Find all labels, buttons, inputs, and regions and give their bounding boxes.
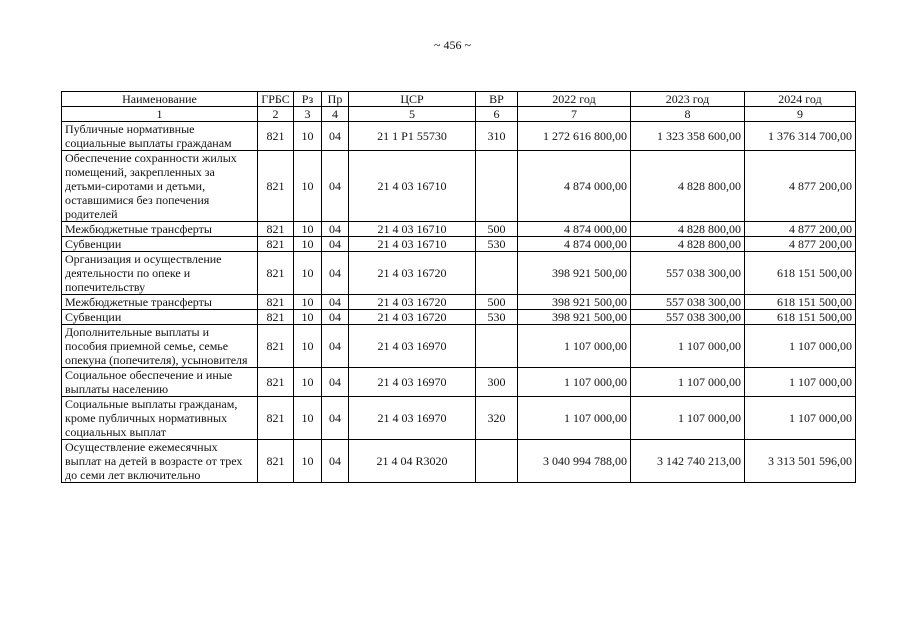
- row-name: Межбюджетные трансферты: [62, 222, 258, 237]
- vr-cell: 310: [476, 122, 518, 151]
- amount-2023: 1 107 000,00: [631, 397, 745, 440]
- amount-2023: 4 828 800,00: [631, 222, 745, 237]
- table-row: [62, 222, 856, 237]
- pr-cell: 04: [322, 440, 349, 483]
- grbs-cell: 821: [258, 151, 294, 222]
- rz-cell: 10: [294, 368, 322, 397]
- amount-2024: 1 107 000,00: [745, 397, 856, 440]
- row-name: Социальные выплаты гражданам, кроме публичных нормативных социальных выплат: [62, 397, 258, 440]
- column-number: 7: [518, 107, 631, 122]
- rz-cell: 10: [294, 295, 322, 310]
- pr-cell: 04: [322, 368, 349, 397]
- amount-2023: 1 107 000,00: [631, 325, 745, 368]
- pr-cell: 04: [322, 295, 349, 310]
- row-name: Осуществление ежемесячных выплат на детей в возрасте от трех до семи лет включительно: [62, 440, 258, 483]
- rz-cell: 10: [294, 325, 322, 368]
- pr-cell: 04: [322, 252, 349, 295]
- pr-cell: 04: [322, 325, 349, 368]
- grbs-cell: 821: [258, 252, 294, 295]
- column-number: 1: [62, 107, 258, 122]
- rz-cell: 10: [294, 222, 322, 237]
- row-name: Субвенции: [62, 310, 258, 325]
- pr-cell: 04: [322, 237, 349, 252]
- vr-cell: 500: [476, 295, 518, 310]
- amount-2023: 557 038 300,00: [631, 295, 745, 310]
- amount-2024: 4 877 200,00: [745, 151, 856, 222]
- amount-2023: 557 038 300,00: [631, 310, 745, 325]
- amount-2024: 618 151 500,00: [745, 295, 856, 310]
- column-number: 8: [631, 107, 745, 122]
- row-name: Организация и осуществление деятельности по опеке и попечительству: [62, 252, 258, 295]
- rz-cell: 10: [294, 122, 322, 151]
- column-header: Рз: [294, 92, 322, 107]
- pr-cell: 04: [322, 151, 349, 222]
- grbs-cell: 821: [258, 310, 294, 325]
- amount-2024: 1 107 000,00: [745, 325, 856, 368]
- amount-2022: 1 107 000,00: [518, 397, 631, 440]
- row-name: Субвенции: [62, 237, 258, 252]
- amount-2022: 4 874 000,00: [518, 237, 631, 252]
- grbs-cell: 821: [258, 122, 294, 151]
- vr-cell: 500: [476, 222, 518, 237]
- pr-cell: 04: [322, 397, 349, 440]
- amount-2024: 4 877 200,00: [745, 222, 856, 237]
- column-number: 5: [349, 107, 476, 122]
- table-row: [62, 151, 856, 222]
- table-row: [62, 440, 856, 483]
- amount-2023: 1 107 000,00: [631, 368, 745, 397]
- column-number: 3: [294, 107, 322, 122]
- amount-2023: 557 038 300,00: [631, 252, 745, 295]
- column-number: 6: [476, 107, 518, 122]
- column-header: 2023 год: [631, 92, 745, 107]
- vr-cell: 320: [476, 397, 518, 440]
- table-row: [62, 368, 856, 397]
- csr-cell: 21 1 P1 55730: [349, 122, 476, 151]
- table-row: [62, 397, 856, 440]
- column-number-row: [62, 107, 856, 122]
- csr-cell: 21 4 03 16720: [349, 310, 476, 325]
- vr-cell: [476, 252, 518, 295]
- grbs-cell: 821: [258, 222, 294, 237]
- amount-2024: 618 151 500,00: [745, 252, 856, 295]
- amount-2023: 1 323 358 600,00: [631, 122, 745, 151]
- amount-2022: 1 107 000,00: [518, 368, 631, 397]
- amount-2022: 4 874 000,00: [518, 151, 631, 222]
- csr-cell: 21 4 03 16720: [349, 252, 476, 295]
- column-header: Пр: [322, 92, 349, 107]
- column-number: 2: [258, 107, 294, 122]
- amount-2022: 1 107 000,00: [518, 325, 631, 368]
- rz-cell: 10: [294, 397, 322, 440]
- column-header: ГРБС: [258, 92, 294, 107]
- amount-2022: 4 874 000,00: [518, 222, 631, 237]
- amount-2024: 618 151 500,00: [745, 310, 856, 325]
- amount-2022: 398 921 500,00: [518, 295, 631, 310]
- csr-cell: 21 4 04 R3020: [349, 440, 476, 483]
- vr-cell: [476, 325, 518, 368]
- grbs-cell: 821: [258, 325, 294, 368]
- row-name: Дополнительные выплаты и пособия приемной семье, семье опекуна (попечителя), усыновителя: [62, 325, 258, 368]
- rz-cell: 10: [294, 440, 322, 483]
- header-row: [62, 92, 856, 107]
- column-header: 2022 год: [518, 92, 631, 107]
- table-row: [62, 252, 856, 295]
- amount-2023: 4 828 800,00: [631, 237, 745, 252]
- amount-2024: 4 877 200,00: [745, 237, 856, 252]
- page-number: ~ 456 ~: [434, 38, 471, 52]
- table-row: [62, 325, 856, 368]
- column-header: ВР: [476, 92, 518, 107]
- table-row: [62, 295, 856, 310]
- grbs-cell: 821: [258, 440, 294, 483]
- pr-cell: 04: [322, 222, 349, 237]
- amount-2022: 398 921 500,00: [518, 252, 631, 295]
- csr-cell: 21 4 03 16710: [349, 222, 476, 237]
- rz-cell: 10: [294, 237, 322, 252]
- amount-2023: 4 828 800,00: [631, 151, 745, 222]
- column-header: Наименование: [62, 92, 258, 107]
- csr-cell: 21 4 03 16970: [349, 397, 476, 440]
- amount-2024: 1 376 314 700,00: [745, 122, 856, 151]
- row-name: Публичные нормативные социальные выплаты гражданам: [62, 122, 258, 151]
- pr-cell: 04: [322, 310, 349, 325]
- csr-cell: 21 4 03 16970: [349, 368, 476, 397]
- amount-2022: 3 040 994 788,00: [518, 440, 631, 483]
- table-row: [62, 310, 856, 325]
- grbs-cell: 821: [258, 237, 294, 252]
- amount-2022: 1 272 616 800,00: [518, 122, 631, 151]
- budget-table: [61, 91, 856, 483]
- column-header: ЦСР: [349, 92, 476, 107]
- row-name: Социальное обеспечение и иные выплаты населению: [62, 368, 258, 397]
- vr-cell: 530: [476, 237, 518, 252]
- vr-cell: 530: [476, 310, 518, 325]
- vr-cell: [476, 440, 518, 483]
- column-number: 4: [322, 107, 349, 122]
- row-name: Межбюджетные трансферты: [62, 295, 258, 310]
- table-row: [62, 122, 856, 151]
- rz-cell: 10: [294, 252, 322, 295]
- row-name: Обеспечение сохранности жилых помещений, закрепленных за детьми-сиротами и детьми, оставшимися без попечения родителей: [62, 151, 258, 222]
- rz-cell: 10: [294, 310, 322, 325]
- amount-2022: 398 921 500,00: [518, 310, 631, 325]
- grbs-cell: 821: [258, 397, 294, 440]
- amount-2024: 1 107 000,00: [745, 368, 856, 397]
- csr-cell: 21 4 03 16710: [349, 151, 476, 222]
- vr-cell: 300: [476, 368, 518, 397]
- vr-cell: [476, 151, 518, 222]
- csr-cell: 21 4 03 16710: [349, 237, 476, 252]
- csr-cell: 21 4 03 16720: [349, 295, 476, 310]
- amount-2024: 3 313 501 596,00: [745, 440, 856, 483]
- grbs-cell: 821: [258, 295, 294, 310]
- csr-cell: 21 4 03 16970: [349, 325, 476, 368]
- table-row: [62, 237, 856, 252]
- rz-cell: 10: [294, 151, 322, 222]
- pr-cell: 04: [322, 122, 349, 151]
- column-header: 2024 год: [745, 92, 856, 107]
- column-number: 9: [745, 107, 856, 122]
- grbs-cell: 821: [258, 368, 294, 397]
- amount-2023: 3 142 740 213,00: [631, 440, 745, 483]
